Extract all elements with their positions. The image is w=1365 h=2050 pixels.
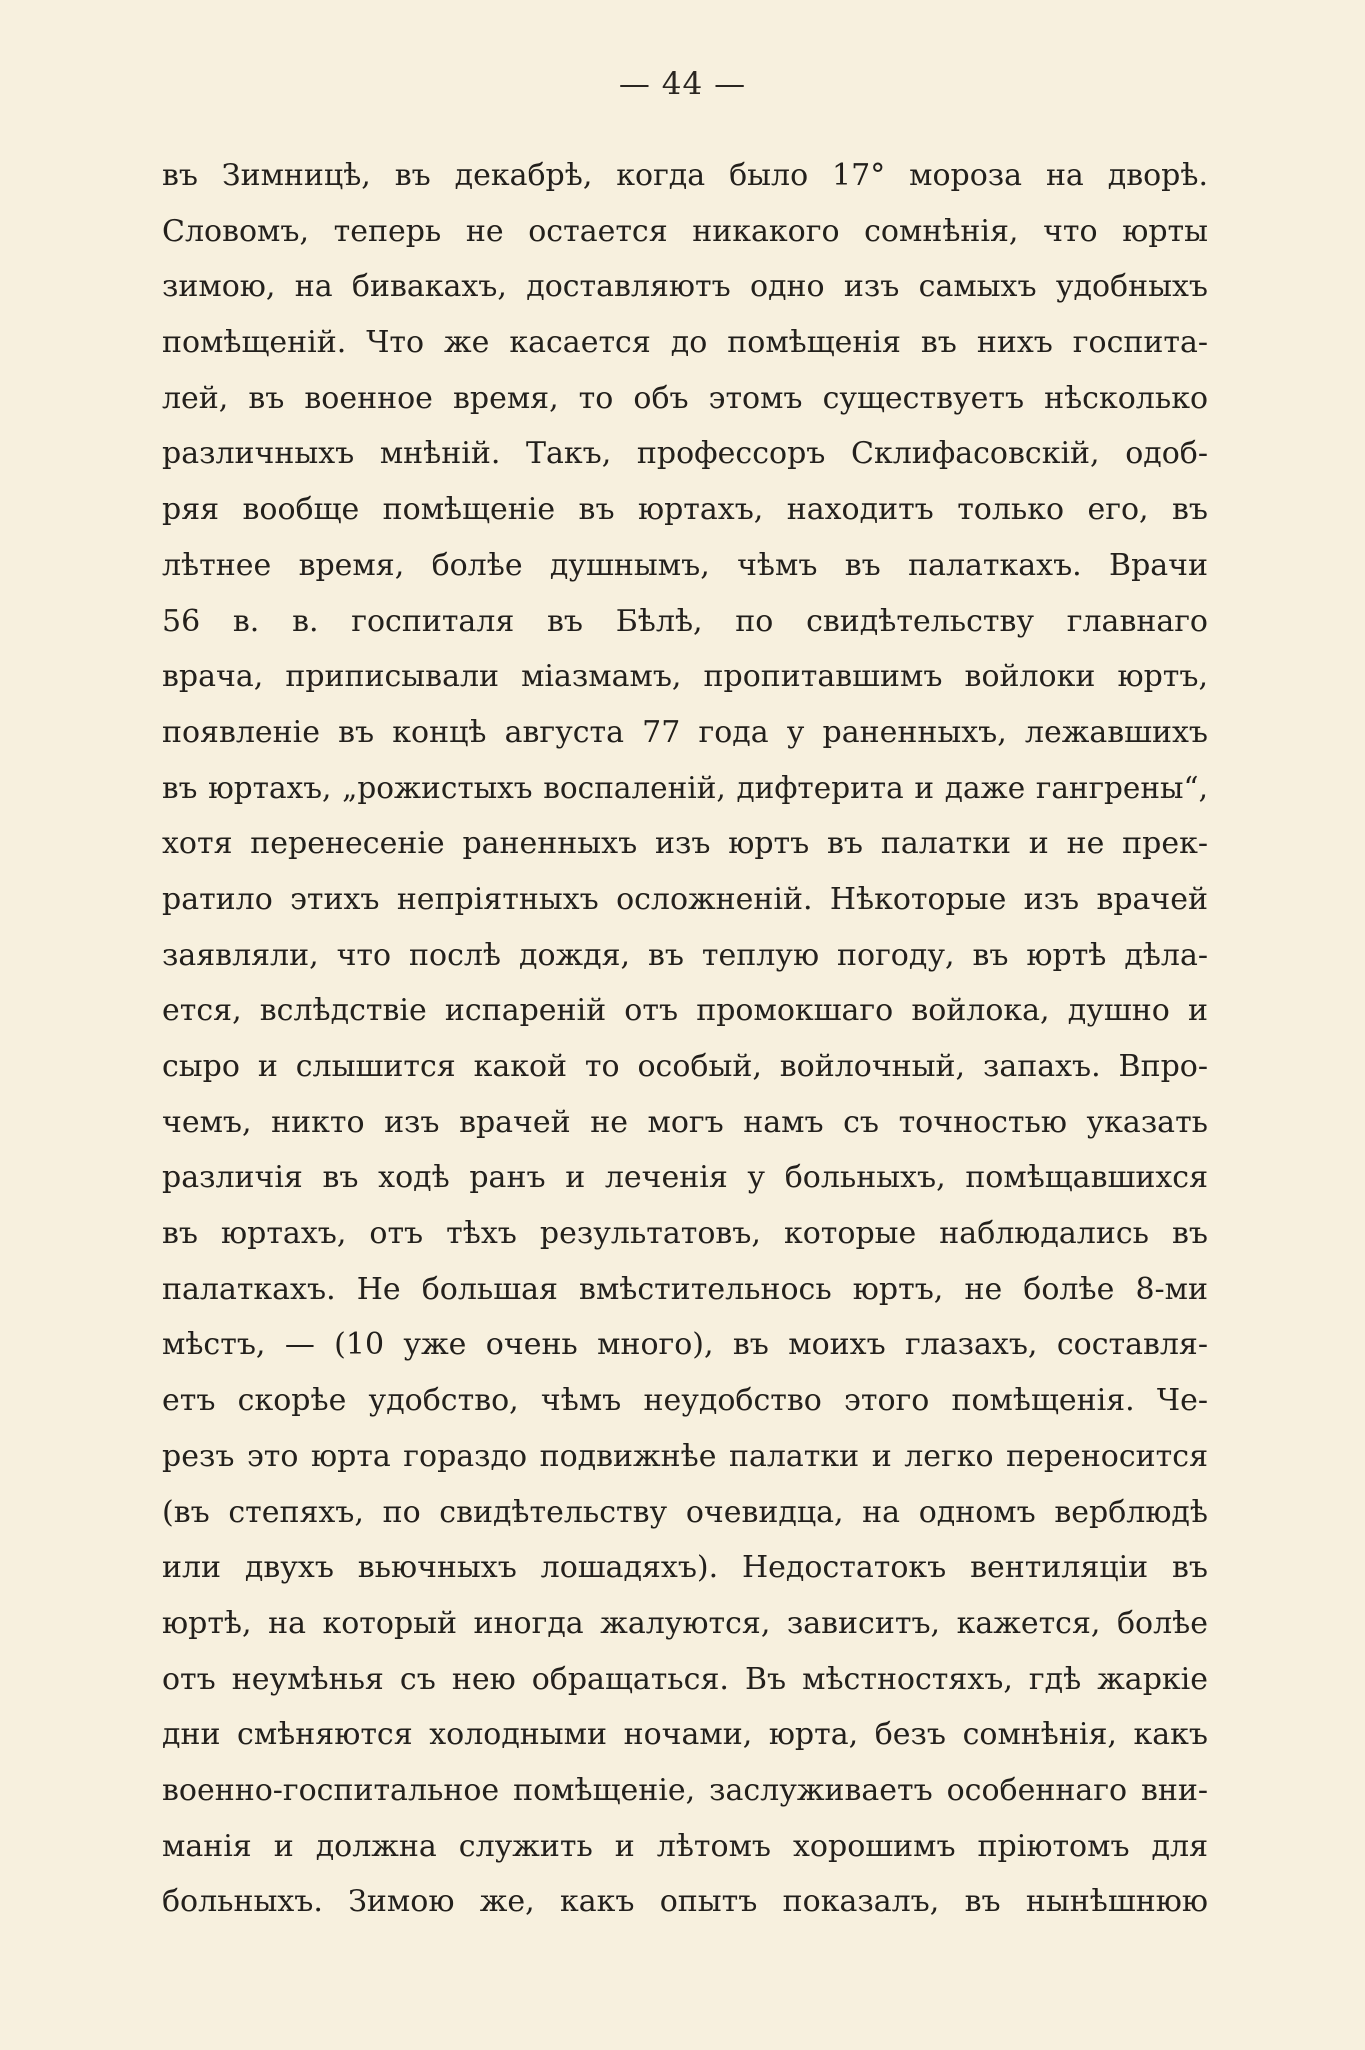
text-line: врача, приписывали міазмамъ, пропитавшимъ войлоки юртъ, — [162, 659, 1208, 695]
text-line: резъ это юрта гораздо подвижнѣе палатки и легко переносится — [162, 1438, 1208, 1474]
text-line: или двухъ вьючныхъ лошадяхъ). Недостатокъ вентиляціи въ — [162, 1550, 1208, 1586]
text-line: мѣстъ, — (10 уже очень много), въ моихъ глазахъ, составля- — [162, 1327, 1208, 1363]
text-line: въ юртахъ, „рожистыхъ воспаленій, дифтерита и даже гангрены“, — [162, 770, 1208, 805]
text-line: заявляли, что послѣ дождя, въ теплую погоду, въ юртѣ дѣла- — [162, 937, 1208, 973]
text-line: ется, вслѣдствіе испареній отъ промокшаго войлока, душно и — [162, 993, 1208, 1029]
text-line: ряя вообще помѣщеніе въ юртахъ, находитъ только его, въ — [162, 492, 1208, 528]
text-line: 56 в. в. госпиталя въ Бѣлѣ, по свидѣтельству главнаго — [162, 603, 1208, 639]
text-line: палаткахъ. Не большая вмѣстительнось юртъ, не болѣе 8-ми — [162, 1271, 1208, 1307]
text-line: помѣщеній. Что же касается до помѣщенія въ нихъ госпита- — [162, 325, 1208, 361]
body-text — [162, 148, 1208, 1930]
text-line: различныхъ мнѣній. Такъ, профессоръ Склифасовскій, одоб- — [162, 436, 1208, 472]
text-line: ратило этихъ непріятныхъ осложненій. Нѣкоторые изъ врачей — [162, 881, 1208, 917]
text-line: военно-госпитальное помѣщеніе, заслуживаетъ особеннаго вни- — [162, 1772, 1208, 1808]
text-line: чемъ, никто изъ врачей не могъ намъ съ точностью указать — [162, 1104, 1208, 1140]
text-line: етъ скорѣе удобство, чѣмъ неудобство этого помѣщенія. Че- — [162, 1383, 1208, 1419]
text-line: зимою, на бивакахъ, доставляютъ одно изъ самыхъ удобныхъ — [162, 269, 1208, 305]
text-line: различія въ ходѣ ранъ и леченія у больныхъ, помѣщавшихся — [162, 1160, 1208, 1196]
text-line: въ Зимницѣ, въ декабрѣ, когда было 17° мороза на дворѣ. — [162, 158, 1208, 193]
text-line: больныхъ. Зимою же, какъ опытъ показалъ, въ нынѣшнюю — [162, 1884, 1208, 1920]
text-line: дни смѣняются холодными ночами, юрта, безъ сомнѣнія, какъ — [162, 1717, 1208, 1753]
text-line: (въ степяхъ, по свидѣтельству очевидца, на одномъ верблюдѣ — [162, 1494, 1208, 1530]
text-line: появленіе въ концѣ августа 77 года у раненныхъ, лежавшихъ — [162, 714, 1208, 750]
text-line: юртѣ, на который иногда жалуются, зависитъ, кажется, болѣе — [162, 1605, 1208, 1641]
text-line: лей, въ военное время, то объ этомъ существуетъ нѣсколько — [162, 380, 1208, 416]
text-line: сыро и слышится какой то особый, войлочный, запахъ. Впро- — [162, 1049, 1208, 1084]
text-line: отъ неумѣнья съ нею обращаться. Въ мѣстностяхъ, гдѣ жаркіе — [162, 1661, 1208, 1697]
text-line: въ юртахъ, отъ тѣхъ результатовъ, которые наблюдались въ — [162, 1216, 1208, 1252]
text-line: лѣтнее время, болѣе душнымъ, чѣмъ въ палаткахъ. Врачи — [162, 547, 1208, 583]
text-line: манія и должна служить и лѣтомъ хорошимъ пріютомъ для — [162, 1828, 1208, 1864]
text-line: хотя перенесеніе раненныхъ изъ юртъ въ палатки и не прек- — [162, 826, 1208, 862]
text-line: Словомъ, теперь не остается никакого сомнѣнія, что юрты — [162, 213, 1208, 249]
page-number: — 44 — — [618, 66, 747, 102]
